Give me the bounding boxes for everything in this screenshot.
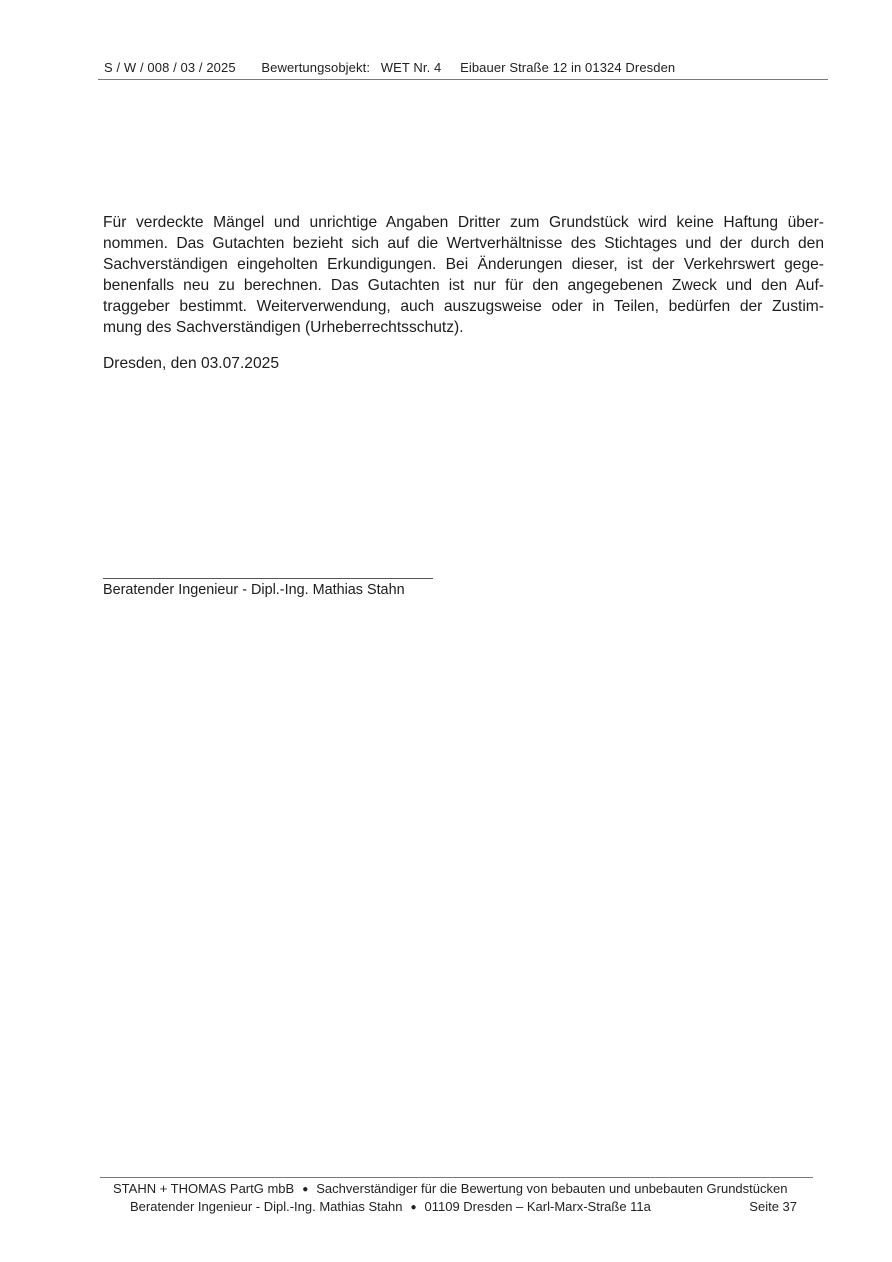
object-address: Eibauer Straße 12 in 01324 Dresden [460,60,676,75]
bullet-separator: ● [410,1202,417,1213]
object-id: WET Nr. 4 [380,60,442,75]
place-date-line: Dresden, den 03.07.2025 [103,355,280,372]
report-reference: S / W / 008 / 03 / 2025 [104,60,236,75]
paragraph-line: Für verdeckte Mängel und unrichtige Angaben Dritter zum Grundstück wird keine Haftung über- [103,214,824,231]
footer-line-contact [130,1199,797,1214]
paragraph-line: mung des Sachverständigen (Urheberrechtsschutz). [103,319,464,336]
page-header [104,60,826,75]
paragraph-line: benenfalls neu zu berechnen. Das Gutachten ist nur für den angegebenen Zweck und den Auf- [103,277,824,294]
paragraph-line: traggeber bestimmt. Weiterverwendung, auch auszugsweise oder in Teilen, bedürfen der Zustim- [103,298,824,315]
bullet-separator: ● [302,1184,309,1195]
footer-line-firm [113,1181,813,1196]
footer-divider [100,1177,813,1178]
firm-description: Sachverständiger für die Bewertung von bebauten und unbebauten Grundstücken [316,1181,788,1196]
signature-line [103,578,433,579]
object-label: Bewertungsobjekt: [261,60,371,75]
paragraph-line: nommen. Das Gutachten bezieht sich auf die Wertverhältnisse des Stichtages und der durch den [103,235,824,252]
signature-caption: Beratender Ingenieur - Dipl.-Ing. Mathias Stahn [103,582,405,598]
header-divider [98,79,828,80]
firm-name: STAHN + THOMAS PartG mbB [113,1181,295,1196]
disclaimer-paragraph [103,212,824,338]
office-address: 01109 Dresden – Karl-Marx-Straße 11a [424,1199,651,1214]
page-number: Seite 37 [749,1199,797,1214]
paragraph-line: Sachverständigen eingeholten Erkundigungen. Bei Änderungen dieser, ist der Verkehrswert gege- [103,256,824,273]
engineer-name: Beratender Ingenieur - Dipl.-Ing. Mathias Stahn [130,1199,403,1214]
